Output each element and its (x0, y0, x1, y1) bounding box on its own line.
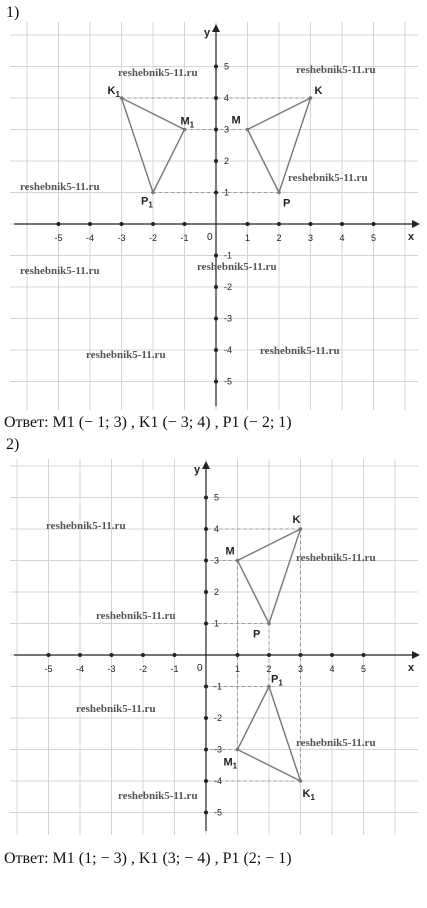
vertex-point (183, 128, 187, 132)
x-tick-mark (330, 653, 334, 657)
watermark-text: reshebnik5-11.ru (260, 345, 340, 357)
watermark-text: reshebnik5-11.ru (288, 172, 368, 184)
x-tick-label: -5 (54, 233, 63, 243)
watermark-text: reshebnik5-11.ru (296, 64, 376, 76)
y-tick-mark (214, 128, 218, 132)
vertex-label-m: M (225, 545, 235, 558)
y-tick-mark (214, 191, 218, 195)
x-tick-label: 5 (370, 233, 377, 243)
watermark-text: reshebnik5-11.ru (118, 67, 198, 79)
x-tick-mark (78, 653, 82, 657)
x-tick-mark (340, 222, 344, 226)
y-tick-label: 3 (224, 124, 230, 135)
y-tick-mark (204, 685, 208, 689)
y-tick-mark (204, 811, 208, 815)
problem-1-answer: Ответ: M1 (− 1; 3) , K1 (− 3; 4) , P1 (− 2; 1) (4, 414, 292, 431)
watermark-text: reshebnik5-11.ru (20, 265, 100, 277)
y-tick-mark (214, 285, 218, 289)
watermark-text: reshebnik5-11.ru (76, 703, 156, 715)
y-tick-label: -1 (224, 250, 233, 261)
y-tick-mark (214, 317, 218, 321)
problem-2-number: 2) (6, 436, 20, 453)
x-tick-label: 3 (297, 664, 304, 674)
vertex-point (299, 527, 303, 531)
y-tick-mark (204, 559, 208, 563)
watermark-text: reshebnik5-11.ru (296, 737, 376, 749)
x-tick-label: -2 (148, 233, 158, 243)
x-tick-mark (362, 653, 366, 657)
x-tick-mark (236, 653, 240, 657)
x-tick-label: 4 (329, 664, 335, 674)
vertex-label-p1: $P_1$ (271, 673, 283, 688)
origin-label: 0 (197, 663, 203, 674)
x-tick-mark (246, 222, 250, 226)
vertex-point (236, 559, 240, 563)
vertex-label-p1: $P_1$ (141, 195, 153, 210)
y-tick-mark (204, 496, 208, 500)
x-tick-mark (173, 653, 177, 657)
x-tick-label: 1 (234, 664, 241, 674)
x-tick-label: 5 (360, 664, 367, 674)
watermark-text: reshebnik5-11.ru (296, 552, 376, 564)
x-tick-mark (151, 222, 155, 226)
y-tick-label: 1 (224, 187, 230, 198)
vertex-label-p: P (283, 197, 291, 210)
y-tick-label: -1 (214, 681, 223, 692)
y-axis-arrow-icon (212, 24, 220, 32)
y-tick-label: 1 (214, 618, 220, 629)
y-tick-mark (214, 159, 218, 163)
x-axis-label: x (408, 231, 415, 243)
problem-2-answer: Ответ: M1 (1; − 3) , K1 (3; − 4) , P1 (2; − 1) (4, 850, 292, 867)
vertex-point (299, 779, 303, 783)
y-tick-mark (214, 96, 218, 100)
x-axis-arrow-icon (412, 651, 420, 659)
vertex-point (120, 96, 124, 100)
y-tick-mark (214, 254, 218, 258)
vertex-point (309, 96, 313, 100)
vertex-label-m1: $M_1$ (180, 115, 195, 130)
y-tick-label: -5 (214, 807, 223, 818)
vertex-label-k: K (292, 514, 301, 526)
x-tick-label: -3 (117, 233, 126, 243)
vertex-point (267, 622, 271, 626)
vertex-label-k: K (314, 85, 323, 97)
y-tick-label: -4 (214, 776, 223, 786)
y-tick-mark (214, 380, 218, 384)
x-tick-label: -5 (44, 664, 53, 674)
x-tick-label: -4 (75, 664, 85, 674)
y-axis-label: y (204, 27, 211, 39)
x-tick-mark (88, 222, 92, 226)
x-tick-mark (309, 222, 313, 226)
x-tick-mark (120, 222, 124, 226)
y-tick-label: -3 (224, 313, 233, 324)
coordinate-diagram-1 (0, 18, 427, 438)
problem-1-number: 1) (6, 4, 20, 21)
x-tick-mark (110, 653, 114, 657)
x-tick-mark (299, 653, 303, 657)
x-tick-label: -2 (138, 664, 148, 674)
watermark-text: reshebnik5-11.ru (46, 520, 126, 532)
x-axis-arrow-icon (412, 220, 420, 228)
y-axis-label: y (194, 464, 201, 476)
watermark-text: reshebnik5-11.ru (96, 610, 176, 622)
y-tick-mark (214, 348, 218, 352)
y-tick-mark (204, 748, 208, 752)
y-tick-mark (204, 590, 208, 594)
vertex-label-m1: $M_1$ (223, 756, 238, 771)
coordinate-diagram-2 (0, 455, 427, 845)
x-tick-mark (47, 653, 51, 657)
vertex-point (151, 191, 155, 195)
y-tick-label: 4 (214, 524, 220, 534)
y-tick-label: -2 (224, 282, 233, 292)
y-tick-label: -5 (224, 376, 233, 387)
x-tick-mark (57, 222, 61, 226)
watermark-text: reshebnik5-11.ru (20, 181, 100, 193)
y-tick-label: 3 (214, 555, 220, 566)
x-tick-mark (267, 653, 271, 657)
x-tick-label: -3 (107, 664, 116, 674)
y-tick-mark (204, 527, 208, 531)
x-tick-label: -1 (180, 233, 189, 243)
y-tick-label: 2 (224, 156, 230, 166)
x-tick-mark (141, 653, 145, 657)
x-tick-mark (183, 222, 187, 226)
x-axis-label: x (408, 662, 415, 674)
y-tick-label: 2 (214, 587, 220, 597)
x-tick-label: 4 (339, 233, 345, 243)
y-tick-label: 4 (224, 93, 230, 103)
y-tick-mark (204, 779, 208, 783)
vertex-point (246, 128, 250, 132)
vertex-label-k1: $K_1$ (107, 85, 120, 99)
vertex-label-m: M (231, 114, 241, 127)
y-tick-label: -3 (214, 744, 223, 755)
origin-label: 0 (207, 232, 213, 243)
y-axis-arrow-icon (202, 461, 210, 469)
y-tick-label: 5 (214, 492, 220, 503)
x-tick-mark (277, 222, 281, 226)
vertex-label-p: P (253, 628, 261, 641)
x-tick-label: 1 (244, 233, 251, 243)
y-tick-mark (214, 65, 218, 69)
y-tick-label: -4 (224, 345, 233, 355)
watermark-text: reshebnik5-11.ru (86, 349, 166, 361)
watermark-text: reshebnik5-11.ru (197, 261, 277, 273)
x-tick-mark (372, 222, 376, 226)
vertex-point (236, 748, 240, 752)
x-tick-label: -1 (170, 664, 179, 674)
watermark-text: reshebnik5-11.ru (118, 790, 198, 802)
vertex-label-k1: $K_1$ (302, 788, 315, 802)
x-tick-label: 2 (276, 233, 282, 243)
vertex-point (277, 191, 281, 195)
y-tick-mark (204, 716, 208, 720)
x-tick-label: -4 (85, 233, 95, 243)
x-tick-label: 3 (307, 233, 314, 243)
y-tick-label: 5 (224, 61, 230, 72)
x-tick-label: 2 (266, 664, 272, 674)
y-tick-label: -2 (214, 713, 223, 723)
y-tick-mark (204, 622, 208, 626)
